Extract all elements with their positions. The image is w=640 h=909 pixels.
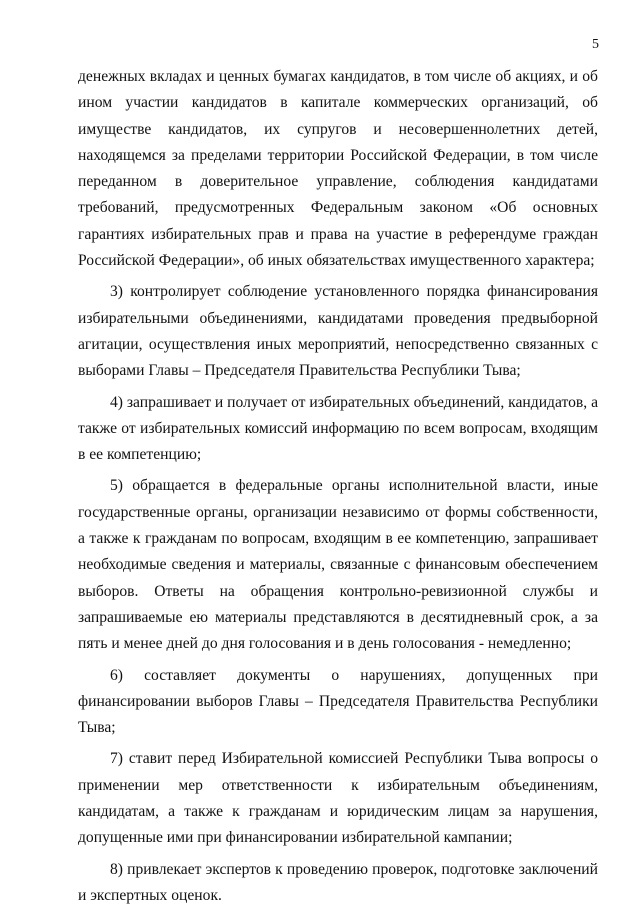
- paragraph-continuation: денежных вкладах и ценных бумагах кандидатов, в том числе об акциях, и об ином участии кандидатов в капитале коммерческих организаций, об имуществе кандидатов, их супругов и несовершеннолетних детей, находящемся за пределами территории Российской Федерации, в том числе переданном в доверительное управление, соблюдения кандидатами требований, предусмотренных Федеральным законом «Об основных гарантиях избирательных прав и права на участие в референдуме граждан Российской Федерации», об иных обязательствах имущественного характера;: [78, 68, 598, 270]
- document-body: [78, 64, 598, 909]
- paragraph-item-4: 4) запрашивает и получает от избирательных объединений, кандидатов, а также от избирательных комиссий информацию по всем вопросам, входящим в ее компетенцию;: [78, 393, 598, 464]
- paragraph-item-5: 5) обращается в федеральные органы исполнительной власти, иные государственные органы, организации независимо от формы собственности, а также к гражданам по вопросам, входящим в ее компетенцию, запрашивает необходимые сведения и материалы, связанные с финансовым обеспечением выборов. Ответы на обращения контрольно-ревизионной службы и запрашиваемые ею материалы представляются в десятидневный срок, а за пять и менее дней до дня голосования и в день голосования - немедленно;: [78, 477, 598, 653]
- paragraph-item-7: 7) ставит перед Избирательной комиссией Республики Тыва вопросы о применении мер ответственности к избирательным объединениям, кандидатам, а также к гражданам и юридическим лицам за нарушения, допущенные ими при финансировании избирательной кампании;: [78, 750, 598, 847]
- paragraph-item-6: 6) составляет документы о нарушениях, допущенных при финансировании выборов Главы – Председателя Правительства Республики Тыва;: [78, 666, 598, 737]
- paragraph-item-3: 3) контролирует соблюдение установленного порядка финансирования избирательными объединениями, кандидатами проведения предвыборной агитации, осуществления иных мероприятий, непосредственно связанных с выборами Главы – Председателя Правительства Республики Тыва;: [78, 283, 598, 380]
- page-number: 5: [592, 37, 599, 52]
- paragraph-item-8: 8) привлекает экспертов к проведению проверок, подготовке заключений и экспертных оценок.: [78, 860, 598, 904]
